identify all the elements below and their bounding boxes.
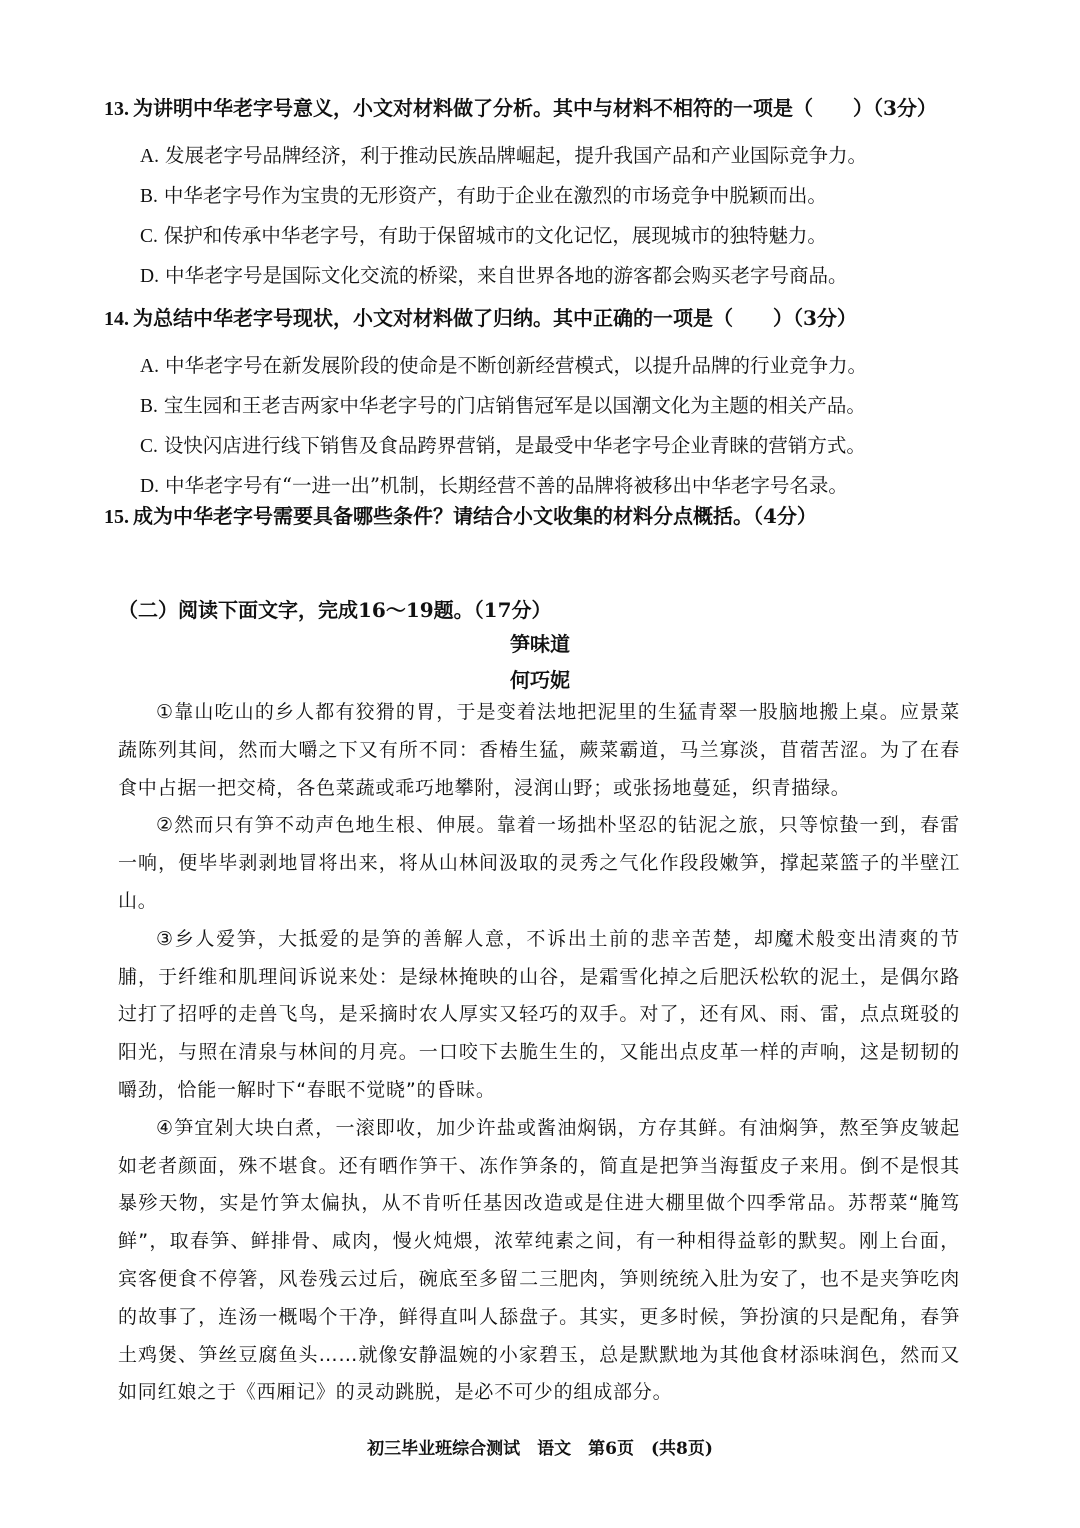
question-13-option-d	[140, 260, 847, 288]
option-text: 保护和传承中华老字号，有助于保留城市的文化记忆，展现城市的独特魅力。	[163, 224, 827, 247]
paragraph-4: ④笋宜剁大块白煮，一滚即收，加少许盐或酱油焖锅，方存其鲜。有油焖笋，熬至笋皮皱起如老者颜面，殊不堪食。还有晒作笋干、冻作笋条的，简直是把笋当海蜇皮子来用。倒不是恨其暴殄天物，实是竹笋太偏执，从不肯听任基因改造或是住进大棚里做个四季常品。苏帮菜“腌笃鲜”，取春笋、鲜排骨、咸肉，慢火炖煨，浓荤纯素之间，有一种相得益彰的默契。刚上台面，宾客便食不停箸，风卷残云过后，碗底至多留二三肥肉，笋则统统入肚为安了，也不是夹笋吃肉的故事了，连汤一概喝个干净，鲜得直叫人舔盘子。其实，更多时候，笋扮演的只是配角，春笋土鸡煲、笋丝豆腐鱼头……就像安静温婉的小家碧玉，总是默默地为其他食材添味润色，然而又如同红娘之于《西厢记》的灵动跳脱，是必不可少的组成部分。	[118, 1116, 960, 1404]
paragraph-2: ②然而只有笋不动声色地生根、伸展。靠着一场拙朴坚忍的钻泥之旅，只等惊蛰一到，春雷一响，便毕毕剥剥地冒将出来，将从山林间汲取的灵秀之气化作段段嫩笋，撑起菜篮子的半壁江山。	[118, 814, 960, 912]
option-letter: A.	[140, 146, 159, 167]
question-14-option-b	[140, 390, 866, 418]
question-14-option-a	[140, 350, 867, 378]
question-text: 为讲明中华老字号意义，小文对材料做了分析。其中与材料不相符的一项是（ ）（3分）	[133, 96, 937, 120]
option-letter: B.	[140, 396, 158, 417]
option-letter: D.	[140, 476, 159, 497]
paragraph-3: ③乡人爱笋，大抵爱的是笋的善解人意，不诉出土前的悲辛苦楚，却魔术般变出清爽的节脯，于纤维和肌理间诉说来处：是绿林掩映的山谷，是霜雪化掉之后肥沃松软的泥土，是偶尔路过打了招呼的走兽飞鸟，是采摘时农人厚实又轻巧的双手。对了，还有风、雨、雷，点点斑驳的阳光，与照在清泉与林间的月亮。一口咬下去脆生生的，又能出点皮革一样的声响，这是韧韧的嚼劲，恰能一解时下“春眠不觉晓”的昏昧。	[118, 927, 960, 1101]
option-text: 中华老字号有“一进一出”机制，长期经营不善的品牌将被移出中华老字号名录。	[164, 474, 848, 497]
option-letter: B.	[140, 186, 158, 207]
option-text: 发展老字号品牌经济，利于推动民族品牌崛起，提升我国产品和产业国际竞争力。	[164, 144, 867, 167]
option-text: 宝生园和王老吉两家中华老字号的门店销售冠军是以国潮文化为主题的相关产品。	[163, 394, 866, 417]
question-13-option-b	[140, 180, 827, 208]
option-letter: A.	[140, 356, 159, 377]
option-text: 中华老字号是国际文化交流的桥梁，来自世界各地的游客都会购买老字号商品。	[164, 264, 848, 287]
option-text: 中华老字号作为宝贵的无形资产，有助于企业在激烈的市场竞争中脱颖而出。	[163, 184, 827, 207]
question-text: 成为中华老字号需要具备哪些条件？请结合小文收集的材料分点概括。（4分）	[133, 504, 817, 528]
page-footer: 初三毕业班综合测试 语文 第6页 (共8页)	[367, 1439, 713, 1459]
option-letter: C.	[140, 226, 158, 247]
question-13-option-a	[140, 140, 867, 168]
question-14-option-d	[140, 470, 848, 498]
option-letter: C.	[140, 436, 158, 457]
section-heading: （二）阅读下面文字，完成16～19题。（17分）	[118, 598, 552, 622]
question-15-stem	[104, 500, 817, 529]
question-13-option-c	[140, 220, 827, 248]
question-number: 14.	[104, 308, 129, 330]
paragraph-1: ①靠山吃山的乡人都有狡猾的胃，于是变着法地把泥里的生猛青翠一股脑地搬上桌。应景菜蔬陈列其间，然而大嚼之下又有所不同：香椿生猛，蕨菜霸道，马兰寡淡，苜蓿苦涩。为了在春食中占据一把交椅，各色菜蔬或乖巧地攀附，浸润山野；或张扬地蔓延，织青描绿。	[118, 701, 960, 799]
option-text: 中华老字号在新发展阶段的使命是不断创新经营模式，以提升品牌的行业竞争力。	[164, 354, 867, 377]
question-text: 为总结中华老字号现状，小文对材料做了归纳。其中正确的一项是（ ）（3分）	[133, 306, 857, 330]
article-body	[118, 694, 960, 1412]
article-author: 何巧妮	[510, 668, 570, 692]
question-number: 13.	[104, 98, 129, 120]
article-title: 笋味道	[510, 632, 570, 656]
question-14-stem	[104, 302, 857, 331]
option-letter: D.	[140, 266, 159, 287]
question-13-stem	[104, 92, 937, 121]
option-text: 设快闪店进行线下销售及食品跨界营销，是最受中华老字号企业青睐的营销方式。	[163, 434, 866, 457]
question-14-option-c	[140, 430, 866, 458]
question-number: 15.	[104, 506, 129, 528]
